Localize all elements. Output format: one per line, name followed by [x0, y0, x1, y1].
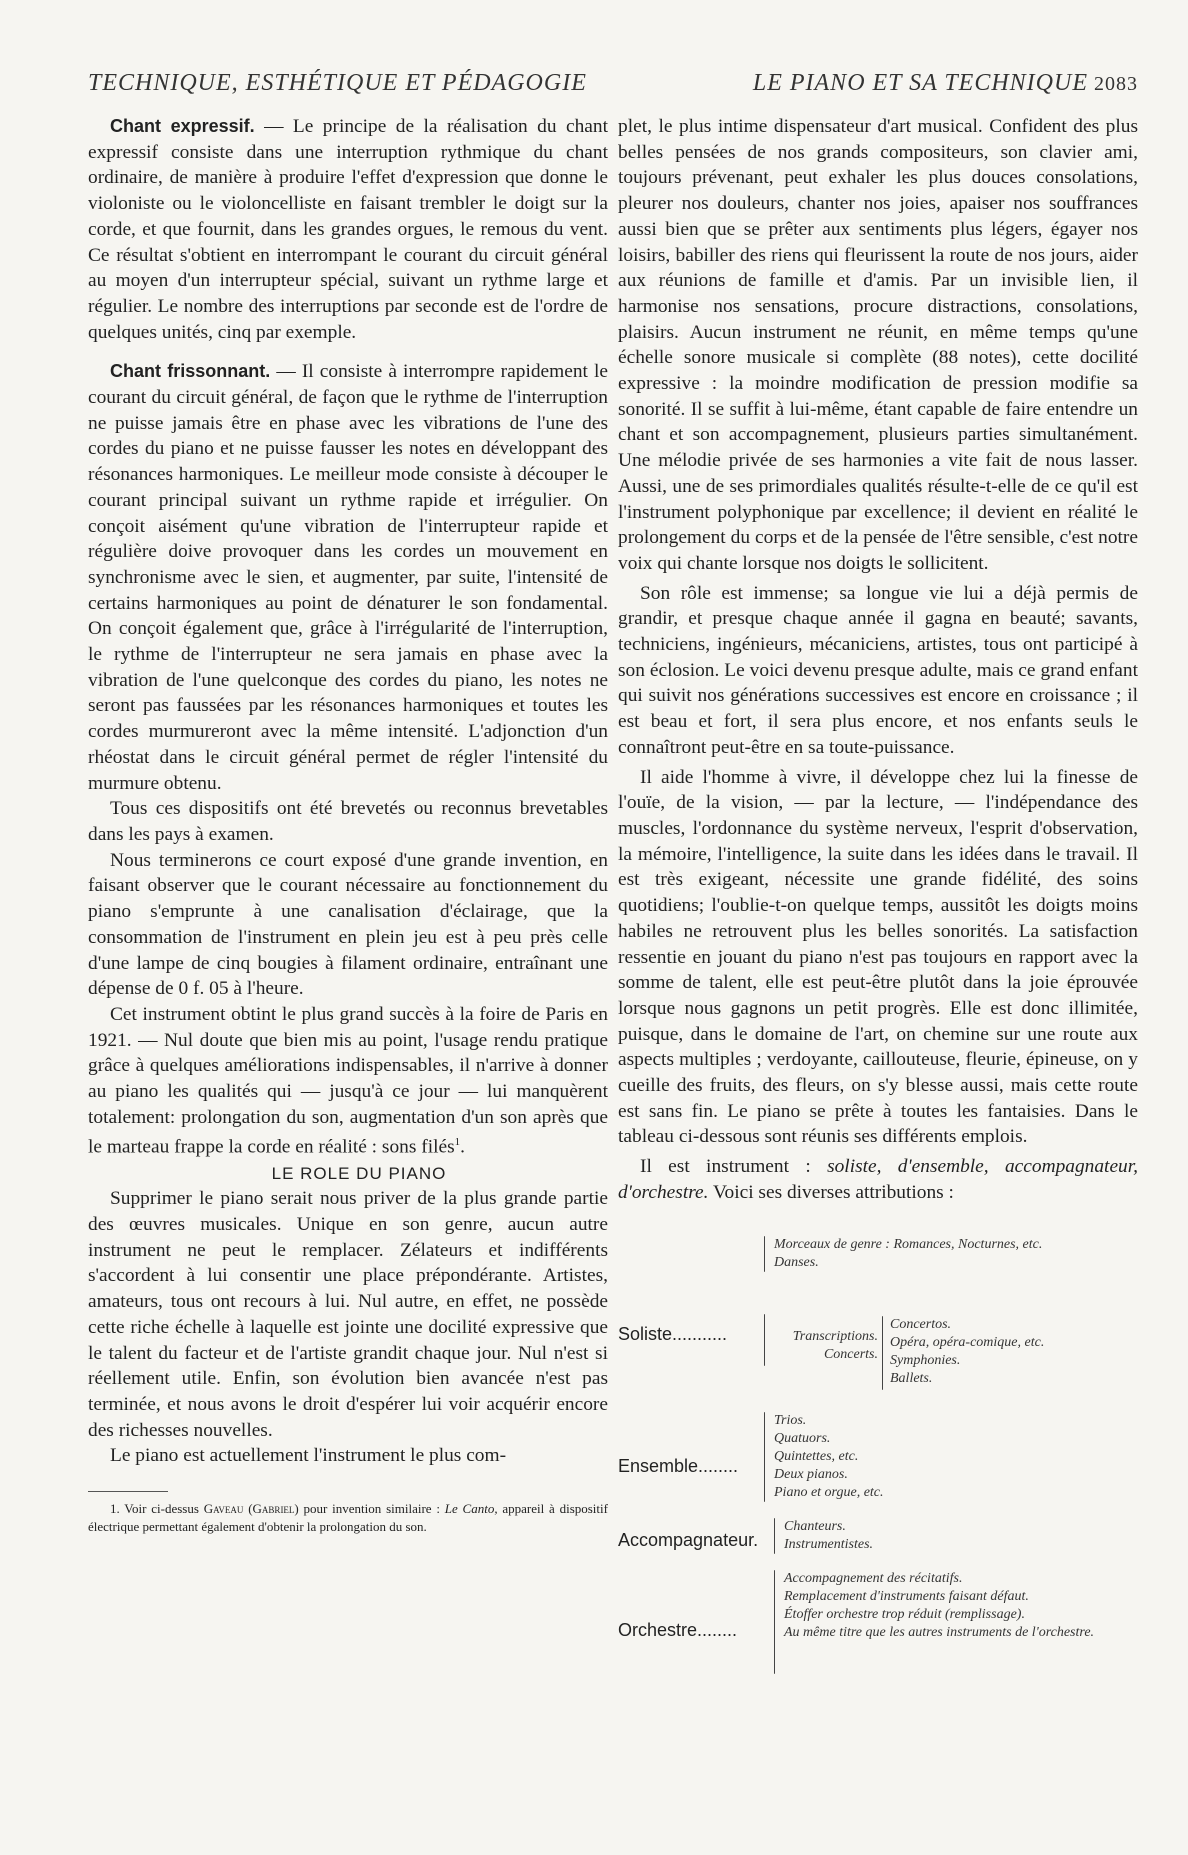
footnote-number: 1.: [110, 1501, 120, 1517]
footnote-title: Le Canto,: [444, 1501, 498, 1517]
role-dots: ...........: [672, 1323, 728, 1344]
paragraph-chant-frissonnant: [88, 359, 608, 796]
table-item: Quintettes, etc.: [774, 1448, 859, 1464]
paragraph-text: Cet instrument obtint le plus grand succès à la foire de Paris en 1921. — Nul doute que bien mis au point, l'usage rendu pratique grâce à quelques améliorations indispensables, il n'arrive à donner au piano les qualités qui — jusqu'à ce jour — lui manquèrent totalement: prolongation du son, augmentation d'un son après que le marteau frappe la corde en réalité : sons filés: [88, 1003, 608, 1158]
footnote-rule: [88, 1491, 168, 1492]
role-soliste: [618, 1322, 727, 1348]
instrument-roles: soliste, d'ensemble, accompagnateur, d'orchestre.: [618, 1156, 1138, 1203]
runin-heading: Chant frissonnant.: [110, 361, 271, 382]
role-label: Orchestre: [618, 1619, 698, 1640]
footnote-ref: 1: [454, 1136, 461, 1149]
brace: [882, 1316, 883, 1390]
soliste-sub-left: [778, 1328, 878, 1364]
table-item: Morceaux de genre : Romances, Nocturnes, etc.: [774, 1236, 1043, 1252]
table-item: Quatuors.: [774, 1430, 831, 1446]
footnote-text: pour invention similaire :: [298, 1501, 445, 1517]
role-dots: ........: [698, 1455, 739, 1476]
paragraph-instrument: [618, 1154, 1138, 1205]
paragraph: Il aide l'homme à vivre, il développe chez lui la finesse de l'ouïe, de la vision, — par la lecture, — l'indépendance des muscles, l'ordonnance du système nerveux, l'esprit d'observation, la mémoire, l'intelligence, la suite dans les idées dans le travail. Il est très exigeant, nécessite une grande fidélité, des soins quotidiens; l'oublie-t-on quelque temps, aussitôt les doigts moins habiles ne retrouvent plus les belles sonorités. La satisfaction ressentie en jouant du piano n'est pas toujours en rapport avec la somme de talent, elle est peut-être plutôt dans la joie éprouvée lorsque nous gagnons un petit progrès. Elle est donc illimitée, puisque, dans le domaine de l'art, on chemine sur une route aux aspects multiples ; verdoyante, caillouteuse, fleurie, épineuse, on y cueille des fruits, des fleurs, on s'y blesse aussi, mais cette route est sans fin. Le piano se prête à toutes les fantaisies. Dans le tableau ci-dessous sont réunis ses différents emplois.: [618, 766, 1138, 1148]
table-item: Chanteurs.: [784, 1518, 846, 1534]
table-item: Concertos.: [890, 1316, 952, 1332]
brace: [774, 1518, 775, 1554]
page-number: 2083: [1094, 73, 1138, 95]
paragraph-text: Il est instrument :: [640, 1156, 828, 1178]
brace: [764, 1412, 765, 1502]
paragraph: plet, le plus intime dispensateur d'art musical. Confident des plus belles pensées de nos grands compositeurs, son clavier ami, toujours prévenant, peut exhaler les plus douces consolations, pleurer nos douleurs, chanter nos joies, apaiser nos souffrances aussi bien que se prêter aux sentiments plus légers, égayer nos loisirs, babiller des riens qui fleurissent la route de nos jours, aider aux réunions de famille et d'amis. Par un invisible lien, il harmonise nos sensations, procure distractions, consolations, plaisirs. Aucun instrument ne réunit, en même temps qu'une échelle sonore musicale si complète (88 notes), cette docilité expressive : la moindre modification de pression modifie sa sonorité. Il se suffit à lui-même, étant capable de faire entendre un chant et son accompagnement, plusieurs parties simultanément. Une mélodie privée de ses harmonies a vite fait de nous lasser. Aussi, une de ses primordiales qualités résulte-t-elle de ce qu'il est l'instrument polyphonique par excellence; il devient en réalité le prolongement du corps et de la pensée de l'être sensible, c'est notre voix qui chante lorsque nos doigts le sollicitent.: [618, 116, 1138, 574]
uses-table: [618, 1232, 1138, 1702]
paragraph: Nous terminerons ce court exposé d'une grande invention, en faisant observer que le courant nécessaire au fonctionnement du piano s'emprunte à une canalisation d'éclairage, que la consommation de l'instrument en plein jeu est à peu près celle d'une lampe de cinq bougies à filament ordinaire, entraînant une dépense de 0 f. 05 à l'heure.: [88, 849, 608, 1000]
table-item: Trios.: [774, 1412, 807, 1428]
header-title: LE PIANO ET SA TECHNIQUE: [752, 70, 1088, 96]
header-left: TECHNIQUE, ESTHÉTIQUE ET PÉDAGOGIE: [88, 70, 587, 96]
footnote-text: Voir ci-dessus: [119, 1501, 204, 1517]
table-item: Transcriptions.: [792, 1328, 878, 1344]
paragraph-text: — Il consiste à interrompre rapidement le courant du circuit général, de façon que le rythme de l'interruption ne puisse jamais être en phase avec les vibrations de l'une des cordes du piano et ne puisse fausser les notes en développant des résonances harmoniques. Le meilleur mode consiste à découper le courant principal suivant un rythme rapide et irrégulier. On conçoit aisément qu'une vibration de l'interrupteur rapide et régulière doive provoquer dans les cordes un mouvement en synchronisme avec le sien, et augmenter, par suite, l'intensité de certains harmoniques au point de dénaturer le son fondamental. On conçoit également que, grâce à l'irrégularité de l'interruption, le rythme de l'interrupteur ne sera jamais en phase avec la vibration de l'une quelconque des cordes du piano, les notes ne seront pas faussées par les résonances harmoniques et toutes les cordes murmureront avec la même intensité. L'adjonction d'un rhéostat dans le circuit général permet de régler l'intensité du murmure obtenu.: [88, 361, 608, 794]
table-item: Ballets.: [890, 1370, 933, 1386]
paragraph-succes: Cet instrument obtint le plus grand succès à la foire de Paris en 1921. — Nul doute que bien mis au point, l'usage rendu pratique grâce à quelques améliorations indispensables, il n'arrive à donner au piano les qualités qui — jusqu'à ce jour — lui manquèrent totalement: prolongation du son, augmentation d'un son après que le marteau frappe la corde en réalité : sons filés$^1$.: [88, 1003, 608, 1158]
running-header: [88, 70, 1138, 110]
role-orchestre: [618, 1618, 737, 1644]
accompagnateur-items: [784, 1518, 873, 1554]
brace: [774, 1570, 775, 1674]
role-dots: ........: [697, 1619, 738, 1640]
section-title: LE ROLE DU PIANO: [271, 1163, 447, 1183]
brace: [764, 1236, 765, 1272]
brace: [764, 1314, 765, 1366]
footnote: [88, 1500, 608, 1536]
table-item: Concerts.: [823, 1346, 878, 1362]
paragraph: Supprimer le piano serait nous priver de la plus grande partie des œuvres musicales. Unique en son genre, aucun autre instrument ne peut le remplacer. Zélateurs et indifférents s'accordent à lui consentir une place prépondérante. Artistes, amateurs, tous ont recours à lui. Nul autre, en effet, ne possède cette riche échelle à laquelle est jointe une docilité expressive que le talent du facteur et de l'artiste grandit chaque jour. Nul n'est si réellement utile. Enfin, son évolution bien avancée n'est pas terminée, et nous avons le droit d'espérer lui voir acquérir encore des richesses nouvelles.: [88, 1188, 608, 1441]
header-right: [753, 70, 1138, 97]
table-item: Instrumentistes.: [784, 1536, 874, 1552]
left-column: [88, 114, 608, 1536]
role-accompagnateur: [618, 1528, 758, 1554]
table-item: Remplacement d'instruments faisant défaut.: [784, 1588, 1029, 1604]
role-label: Soliste: [618, 1323, 673, 1344]
paragraph-text: — Le principe de la réalisation du chant expressif consiste dans une interruption rythmique du chant ordinaire, de manière à produire l'effet d'expression que donne le violoniste ou le violoncelliste en faisant trembler le doigt sur la corde, et que fournit, dans les grandes orgues, le remous du vent. Ce résultat s'obtient en interrompant le courant du circuit général au moyen d'un interrupteur spécial, suivant un rythme large et régulier. Le nombre des interruptions par seconde est de l'ordre de quelques unités, cinq par exemple.: [88, 116, 608, 343]
table-item: Opéra, opéra-comique, etc.: [890, 1334, 1045, 1350]
paragraph: Tous ces dispositifs ont été brevetés ou reconnus brevetables dans les pays à examen.: [88, 798, 608, 845]
paragraph: Son rôle est immense; sa longue vie lui a déjà permis de grandir, et presque chaque année il gagna en beauté; savants, techniciens, ingénieurs, mécaniciens, artistes, tous ont participé à son éclosion. Le voici devenu presque adulte, mais ce grand enfant qui suivit nos générations successives est encore en croissance ; il est beau et fort, il sera plus encore, et nos enfants seuls le connaîtront peut-être en sa toute-puissance.: [618, 582, 1138, 758]
table-item: Danses.: [774, 1254, 819, 1270]
table-item: Piano et orgue, etc.: [774, 1484, 884, 1500]
table-item: Au même titre que les autres instruments de l'orchestre.: [784, 1624, 1095, 1640]
table-item: Accompagnement des récitatifs.: [784, 1570, 963, 1586]
table-item: Deux pianos.: [774, 1466, 848, 1482]
paragraph: Le piano est actuellement l'instrument le plus com-: [110, 1445, 507, 1467]
role-label: Ensemble: [618, 1455, 699, 1476]
orchestre-items: [784, 1570, 1134, 1642]
runin-heading: Chant expressif.: [110, 116, 255, 136]
paragraph-text: Voici ses diverses attributions :: [708, 1181, 954, 1203]
table-item: Étoffer orchestre trop réduit (remplissage).: [784, 1606, 1025, 1622]
soliste-genre: [774, 1236, 1074, 1272]
right-column: [618, 114, 1138, 1702]
paragraph-chant-expressif: [88, 114, 608, 345]
role-label: Accompagnateur.: [618, 1529, 759, 1550]
footnote-name: Gaveau (Gabriel): [203, 1501, 299, 1517]
soliste-sub-items: [890, 1316, 1044, 1388]
ensemble-items: [774, 1412, 884, 1502]
role-ensemble: [618, 1454, 738, 1480]
table-item: Symphonies.: [890, 1352, 961, 1368]
footnote-text: appareil à dispositif électrique permettant également d'obtenir la prolongation du son.: [88, 1501, 608, 1535]
